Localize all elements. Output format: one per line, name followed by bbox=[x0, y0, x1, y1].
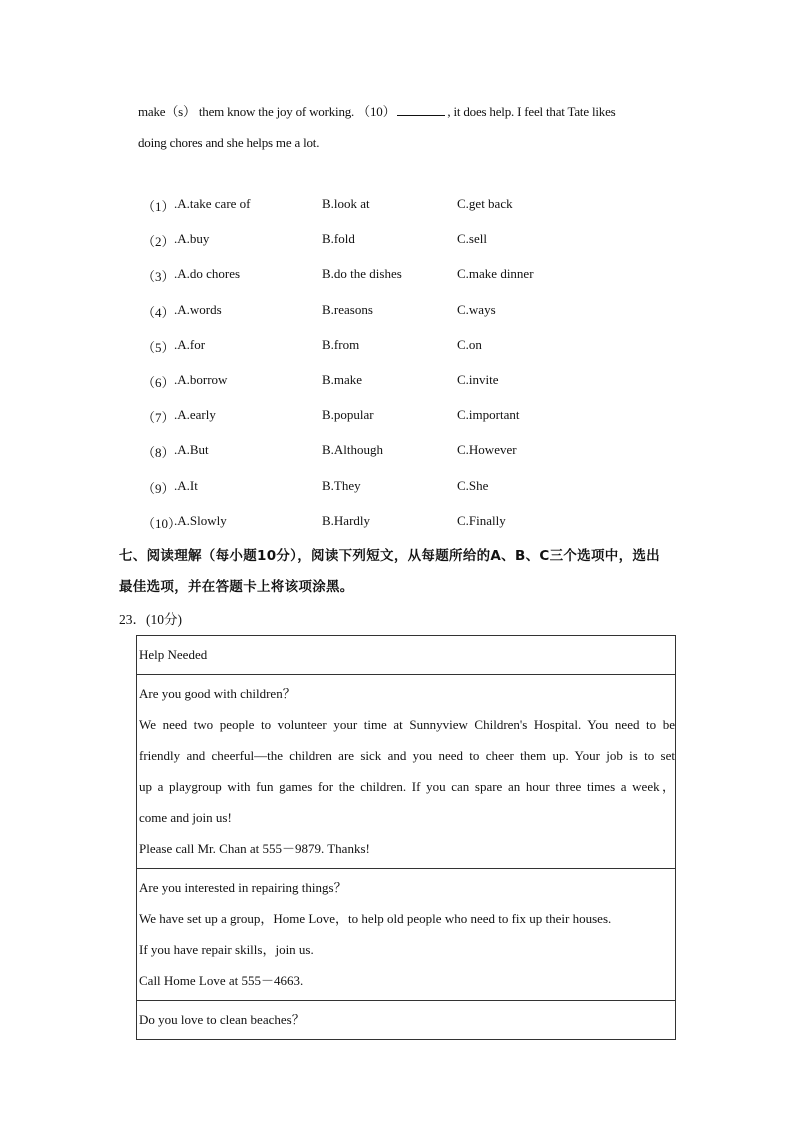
option-b[interactable]: B.from bbox=[322, 336, 360, 352]
table-header-cell bbox=[137, 636, 675, 674]
ad-contact: Please call Mr. Chan at 555－9879. Thanks! bbox=[139, 841, 370, 856]
ad-cell-repair bbox=[137, 868, 675, 1000]
passage-line-2: doing chores and she helps me a lot. bbox=[138, 135, 320, 150]
option-c[interactable]: C.important bbox=[457, 407, 520, 423]
question-number: （5） bbox=[142, 339, 175, 355]
question-number: （10） bbox=[142, 515, 182, 531]
option-b[interactable]: B.do the dishes bbox=[322, 266, 402, 282]
option-c[interactable]: C.Finally bbox=[457, 512, 506, 528]
option-a[interactable]: .A.for bbox=[174, 336, 206, 352]
option-a[interactable]: .A.Slowly bbox=[174, 512, 227, 528]
option-b[interactable]: B.Although bbox=[322, 442, 384, 458]
question-number: （8） bbox=[142, 445, 175, 461]
section-heading-line-1: 七、阅读理解（每小题10分），阅读下列短文，从每题所给的A、B、C三个选项中，选出 bbox=[119, 548, 660, 564]
ad-text-line: friendly and cheerful—the children are sick and you need to cheer them up. Your job is to set bbox=[139, 748, 675, 763]
option-c[interactable]: C.She bbox=[457, 477, 489, 493]
option-c[interactable]: C.invite bbox=[457, 371, 499, 387]
option-a[interactable]: .A.take care of bbox=[174, 196, 251, 211]
option-b[interactable]: B.fold bbox=[322, 231, 355, 247]
question-number: （6） bbox=[142, 374, 175, 390]
option-c[interactable]: C.on bbox=[457, 336, 482, 352]
option-c[interactable]: C.sell bbox=[457, 231, 487, 247]
option-b[interactable]: B.popular bbox=[322, 407, 374, 423]
option-a[interactable]: .A.It bbox=[174, 477, 198, 493]
option-b[interactable]: B.look at bbox=[322, 196, 370, 211]
question-number: （2） bbox=[142, 234, 175, 250]
option-c[interactable]: C.However bbox=[457, 442, 517, 458]
option-c[interactable]: C.make dinner bbox=[457, 266, 534, 282]
ad-contact: Call Home Love at 555－4663. bbox=[139, 973, 304, 988]
section-heading-line-2: 最佳选项，并在答题卡上将该项涂黑。 bbox=[119, 579, 354, 595]
ad-text-line: come and join us! bbox=[139, 810, 232, 825]
ad-title: Do you love to clean beaches？ bbox=[139, 1012, 305, 1027]
question-number: （3） bbox=[142, 269, 175, 285]
question-number: （1） bbox=[142, 199, 175, 214]
ad-text-line: If you have repair skills，join us. bbox=[139, 942, 314, 957]
ad-text-line: up a playgroup with fun games for the children. If you can spare an hour three times a week， bbox=[139, 779, 675, 794]
ad-text-line: We need two people to volunteer your time at Sunnyview Children's Hospital. You need to be bbox=[139, 717, 675, 732]
ad-title: Are you interested in repairing things？ bbox=[139, 880, 347, 895]
ad-title: Are you good with children？ bbox=[139, 686, 296, 701]
option-c[interactable]: C.ways bbox=[457, 301, 496, 317]
option-a[interactable]: .A.do chores bbox=[174, 266, 241, 282]
option-a[interactable]: .A.words bbox=[174, 301, 222, 317]
ad-cell-beaches bbox=[137, 1000, 675, 1039]
option-a[interactable]: .A.early bbox=[174, 407, 216, 423]
option-b[interactable]: B.reasons bbox=[322, 301, 373, 317]
option-b[interactable]: B.make bbox=[322, 371, 363, 387]
question-number: （7） bbox=[142, 410, 175, 426]
answer-blank[interactable] bbox=[397, 103, 445, 116]
passage-line-1-start: make（s） them know the joy of working. bbox=[138, 104, 355, 119]
option-b[interactable]: B.Hardly bbox=[322, 512, 371, 528]
ads-table bbox=[136, 635, 676, 1040]
blank-number: （10） bbox=[357, 104, 396, 119]
passage-line-1-end: , it does help. I feel that Tate likes bbox=[447, 104, 616, 119]
option-a[interactable]: .A.But bbox=[174, 442, 209, 458]
section-heading bbox=[119, 541, 679, 603]
ad-text-line: We have set up a group，Home Love，to help old people who need to fix up their houses. bbox=[139, 911, 612, 926]
question-number: （4） bbox=[142, 304, 175, 320]
option-b[interactable]: B.They bbox=[322, 477, 361, 493]
passage-line-1 bbox=[138, 96, 678, 127]
question-number-heading: 23．(10分) bbox=[119, 612, 182, 627]
question-number: （9） bbox=[142, 480, 175, 496]
option-a[interactable]: .A.buy bbox=[174, 231, 210, 247]
ad-cell-children bbox=[137, 674, 675, 868]
option-a[interactable]: .A.borrow bbox=[174, 371, 228, 387]
option-c[interactable]: C.get back bbox=[457, 196, 513, 211]
passage-text bbox=[138, 96, 678, 158]
table-header: Help Needed bbox=[139, 647, 208, 662]
